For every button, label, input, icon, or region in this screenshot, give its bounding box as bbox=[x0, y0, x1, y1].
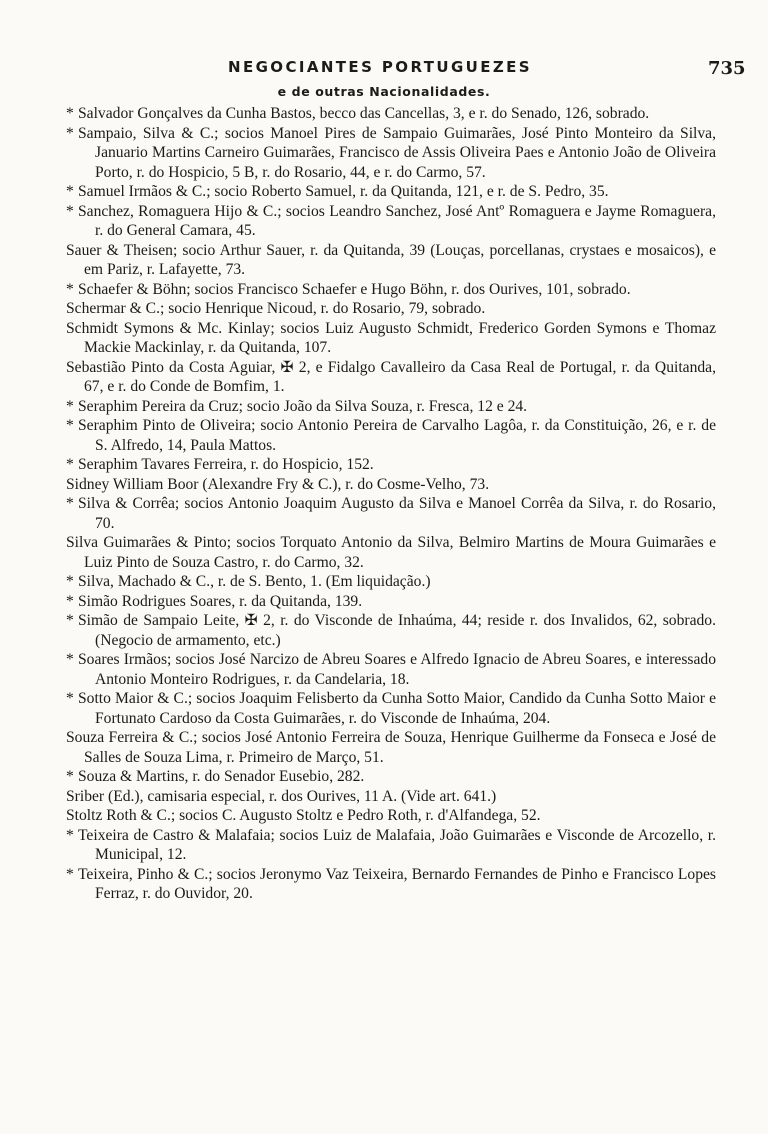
entry-text: Seraphim Pinto de Oliveira; socio Antonio Pereira de Carvalho Lagôa, r. da Constituição, 26, e r. de S. Alfredo, 14, Paula Mattos. bbox=[78, 417, 716, 454]
entry-marker: * bbox=[66, 592, 74, 610]
entry-marker: * bbox=[66, 105, 74, 122]
entry-text: Silva Guimarães & Pinto; socios Torquato Antonio da Silva, Belmiro Martins de Moura Guimarães e Luiz Pinto de Souza Castro, r. do Carmo, 32. bbox=[66, 534, 716, 571]
directory-entry bbox=[66, 592, 716, 612]
entry-marker: * bbox=[66, 202, 74, 220]
entry-text: Teixeira, Pinho & C.; socios Jeronymo Vaz Teixeira, Bernardo Fernandes de Pinho e Francisco Lopes Ferraz, r. do Ouvidor, 20. bbox=[78, 865, 716, 902]
entry-text: Salvador Gonçalves da Cunha Bastos, becco das Cancellas, 3, e r. do Senado, 126, sobrado. bbox=[78, 105, 650, 122]
entry-text: Schmidt Symons & Mc. Kinlay; socios Luiz Augusto Schmidt, Frederico Gorden Symons e Thomaz Mackie Mackinlay, r. da Quitanda, 107. bbox=[66, 319, 716, 356]
entry-text: Sidney William Boor (Alexandre Fry & C.), r. do Cosme-Velho, 73. bbox=[66, 475, 490, 493]
entry-text: Samuel Irmãos & C.; socio Roberto Samuel, r. da Quitanda, 121, e r. de S. Pedro, 35. bbox=[78, 183, 609, 200]
directory-entry bbox=[66, 299, 716, 319]
entry-marker: * bbox=[66, 417, 74, 434]
entry-text: Sampaio, Silva & C.; socios Manoel Pires de Sampaio Guimarães, José Pinto Monteiro da Silva, Januario Martins Carneiro Guimarães, Francisco de Assis Oliveira Paes e Antonio João de Oliveira Porto, r. do Hospicio, 5 B, r. do Rosario, 44, e r. do Carmo, 57. bbox=[78, 124, 716, 181]
directory-entry bbox=[66, 611, 716, 650]
page-number: 735 bbox=[708, 58, 746, 79]
entry-text: Silva & Corrêa; socios Antonio Joaquim Augusto da Silva e Manoel Corrêa da Silva, r. do Rosario, 70. bbox=[78, 495, 716, 532]
entry-marker: * bbox=[66, 124, 74, 142]
directory-entry bbox=[66, 650, 716, 689]
entry-marker: * bbox=[66, 768, 74, 785]
entry-text: Seraphim Pereira da Cruz; socio João da Silva Souza, r. Fresca, 12 e 24. bbox=[78, 397, 528, 415]
entry-text: Sriber (Ed.), camisaria especial, r. dos Ourives, 11 A. (Vide art. 641.) bbox=[66, 787, 497, 805]
entry-marker: * bbox=[66, 573, 74, 590]
directory-entry bbox=[66, 787, 716, 807]
entry-text: Simão de Sampaio Leite, ✠ 2, r. do Visconde de Inhaúma, 44; reside r. dos Invalidos, 62, sobrado. (Negocio de armamento, etc.) bbox=[78, 612, 716, 649]
directory-entry bbox=[66, 826, 716, 865]
entry-marker: * bbox=[66, 456, 74, 473]
page-header bbox=[0, 52, 768, 86]
directory-entry bbox=[66, 358, 716, 397]
entry-marker: * bbox=[66, 865, 74, 883]
entry-text: Sanchez, Romaguera Hijo & C.; socios Leandro Sanchez, José Antº Romaguera e Jayme Romaguera, r. do General Camara, 45. bbox=[78, 202, 716, 239]
directory-entry bbox=[66, 572, 716, 592]
entry-marker: * bbox=[66, 495, 74, 512]
directory-entry bbox=[66, 865, 716, 904]
entry-marker: * bbox=[66, 690, 74, 707]
directory-entry bbox=[66, 533, 716, 572]
entry-marker: * bbox=[66, 612, 74, 629]
directory-entry bbox=[66, 689, 716, 728]
entry-text: Schermar & C.; socio Henrique Nicoud, r. do Rosario, 79, sobrado. bbox=[66, 300, 486, 317]
directory-entry bbox=[66, 728, 716, 767]
entry-text: Souza & Martins, r. do Senador Eusebio, 282. bbox=[78, 768, 365, 785]
directory-entry bbox=[66, 767, 716, 787]
directory-entry bbox=[66, 280, 716, 300]
entry-text: Sotto Maior & C.; socios Joaquim Felisberto da Cunha Sotto Maior, Candido da Cunha Sotto Maior e Fortunato Cardoso da Costa Guimarães, r. do Visconde de Inhaúma, 204. bbox=[78, 690, 716, 727]
entry-text: Sebastião Pinto da Costa Aguiar, ✠ 2, e Fidalgo Cavalleiro da Casa Real de Portugal, r. da Quitanda, 67, e r. do Conde de Bomfim, 1. bbox=[66, 358, 716, 395]
entry-text: Teixeira de Castro & Malafaia; socios Luiz de Malafaia, João Guimarães e Visconde de Arcozello, r. Municipal, 12. bbox=[78, 826, 716, 863]
directory-entry bbox=[66, 202, 716, 241]
entry-text: Simão Rodrigues Soares, r. da Quitanda, 139. bbox=[78, 592, 363, 610]
entry-marker: * bbox=[66, 280, 74, 298]
directory-entry bbox=[66, 104, 716, 124]
page-subtitle: e de outras Nacionalidades. bbox=[277, 84, 491, 99]
entry-marker: * bbox=[66, 183, 74, 200]
entry-text: Silva, Machado & C., r. de S. Bento, 1. (Em liquidação.) bbox=[78, 573, 431, 590]
directory-entry bbox=[66, 124, 716, 183]
entry-text: Schaefer & Böhn; socios Francisco Schaefer e Hugo Böhn, r. dos Ourives, 101, sobrado. bbox=[78, 280, 631, 298]
directory-entry bbox=[66, 182, 716, 202]
entry-text: Souza Ferreira & C.; socios José Antonio Ferreira de Souza, Henrique Guilherme da Fonseca e José de Salles de Souza Lima, r. Primeiro de Março, 51. bbox=[66, 729, 716, 766]
directory-entry bbox=[66, 475, 716, 495]
directory-entry bbox=[66, 241, 716, 280]
directory-entry bbox=[66, 397, 716, 417]
directory-entry bbox=[66, 319, 716, 358]
directory-entry bbox=[66, 494, 716, 533]
entry-text: Stoltz Roth & C.; socios C. Augusto Stoltz e Pedro Roth, r. d'Alfandega, 52. bbox=[66, 807, 541, 824]
entry-marker: * bbox=[66, 651, 74, 668]
entry-text: Sauer & Theisen; socio Arthur Sauer, r. da Quitanda, 39 (Louças, porcellanas, crystaes e mosaicos), e em Pariz, r. Lafayette, 73. bbox=[66, 241, 716, 278]
entry-list bbox=[66, 104, 716, 904]
directory-entry bbox=[66, 806, 716, 826]
entry-text: Soares Irmãos; socios José Narcizo de Abreu Soares e Alfredo Ignacio de Abreu Soares, e interessado Antonio Monteiro Rodrigues, r. da Candelaria, 18. bbox=[78, 651, 716, 688]
directory-entry bbox=[66, 455, 716, 475]
page-title: NEGOCIANTES PORTUGUEZES bbox=[227, 58, 533, 76]
entry-marker: * bbox=[66, 826, 74, 844]
entry-marker: * bbox=[66, 397, 74, 415]
entry-text: Seraphim Tavares Ferreira, r. do Hospicio, 152. bbox=[78, 456, 374, 473]
directory-entry bbox=[66, 416, 716, 455]
